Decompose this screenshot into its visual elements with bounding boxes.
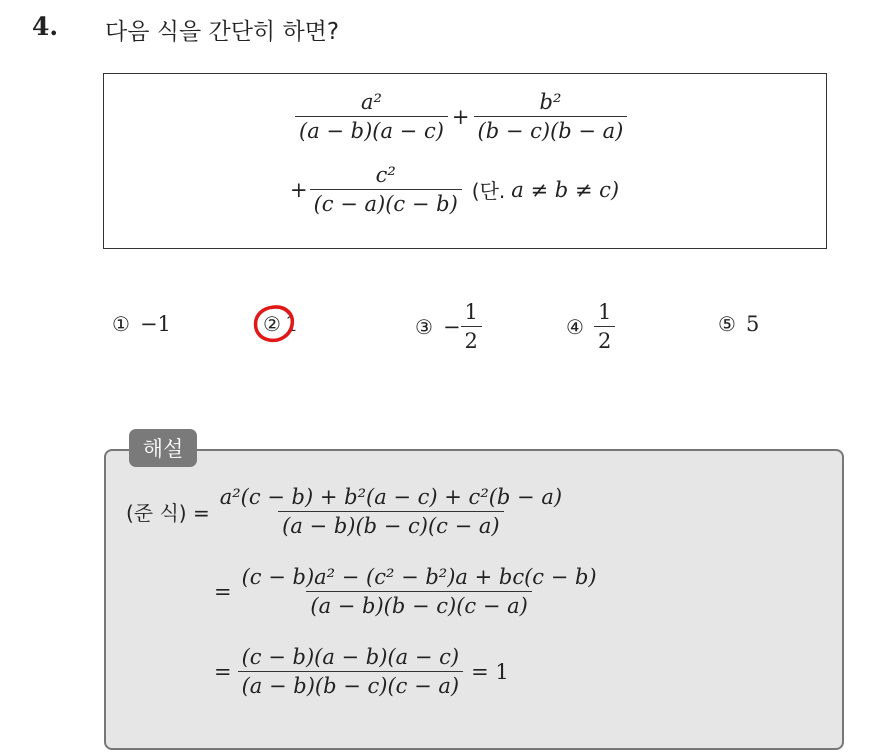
- condition-prefix: (단.: [471, 179, 506, 203]
- term3-fraction: [310, 163, 462, 216]
- option-4-numerator: 1: [597, 300, 612, 324]
- solution-tag: 해설: [129, 429, 197, 467]
- question-text: 다음 식을 간단히 하면?: [105, 19, 340, 45]
- term3-numerator: c²: [375, 163, 396, 187]
- option-3-fraction: [461, 300, 482, 353]
- option-5-value: 5: [745, 312, 760, 336]
- step1-denominator: (a − b)(b − c)(c − a): [278, 511, 503, 538]
- problem-line-2: [290, 163, 619, 216]
- option-4[interactable]: [566, 300, 615, 353]
- problem-line-1: [295, 90, 627, 143]
- option-2-marker: [263, 312, 281, 336]
- term1-numerator: a²: [360, 90, 382, 114]
- option-3-denominator: 2: [461, 326, 482, 353]
- selected-circle-icon: [249, 301, 299, 347]
- option-4-marker: ④: [566, 314, 584, 339]
- term1-denominator: (a − b)(a − c): [295, 116, 448, 143]
- step3-denominator: (a − b)(b − c)(c − a): [238, 671, 463, 698]
- condition-math: a ≠ b ≠ c): [511, 177, 620, 202]
- solution-step-3: [214, 645, 509, 698]
- option-4-denominator: 2: [594, 326, 615, 353]
- question-number: 4.: [32, 12, 59, 41]
- term3-denominator: (c − a)(c − b): [310, 189, 462, 216]
- step2-denominator: (a − b)(b − c)(c − a): [306, 591, 531, 618]
- option-5[interactable]: [718, 312, 759, 336]
- option-1-marker: ①: [112, 312, 130, 336]
- step1-fraction: [216, 485, 566, 538]
- term2-fraction: [474, 90, 628, 143]
- solution-lhs: (준 식) =: [126, 501, 210, 525]
- step3-fraction: [238, 645, 463, 698]
- plus-sign: +: [290, 177, 308, 202]
- step2-fraction: [238, 565, 601, 618]
- option-3[interactable]: [415, 300, 482, 353]
- solution-step-2: [214, 565, 601, 618]
- option-1-value: −1: [139, 312, 171, 336]
- option-2-value: 1: [284, 312, 299, 336]
- option-1[interactable]: [112, 312, 171, 336]
- step2-numerator: (c − b)a² − (c² − b²)a + bc(c − b): [241, 565, 597, 589]
- option-3-marker: ③: [415, 314, 433, 339]
- term2-denominator: (b − c)(b − a): [474, 116, 628, 143]
- option-3-sign: −: [442, 314, 461, 339]
- step3-numerator: (c − b)(a − b)(a − c): [241, 645, 460, 669]
- option-3-numerator: 1: [464, 300, 478, 324]
- option-2-marker-text: ②: [263, 312, 281, 336]
- option-4-fraction: [594, 300, 615, 353]
- term2-numerator: b²: [539, 90, 562, 114]
- step1-numerator: a²(c − b) + b²(a − c) + c²(b − a): [219, 485, 563, 509]
- option-2[interactable]: [263, 312, 298, 336]
- option-5-marker: ⑤: [718, 312, 736, 336]
- equals-sign: =: [214, 659, 232, 684]
- plus-sign: +: [451, 104, 470, 129]
- solution-result: = 1: [471, 659, 509, 684]
- equals-sign: =: [214, 579, 232, 604]
- solution-step-1: [126, 485, 566, 538]
- term1-fraction: [295, 90, 448, 143]
